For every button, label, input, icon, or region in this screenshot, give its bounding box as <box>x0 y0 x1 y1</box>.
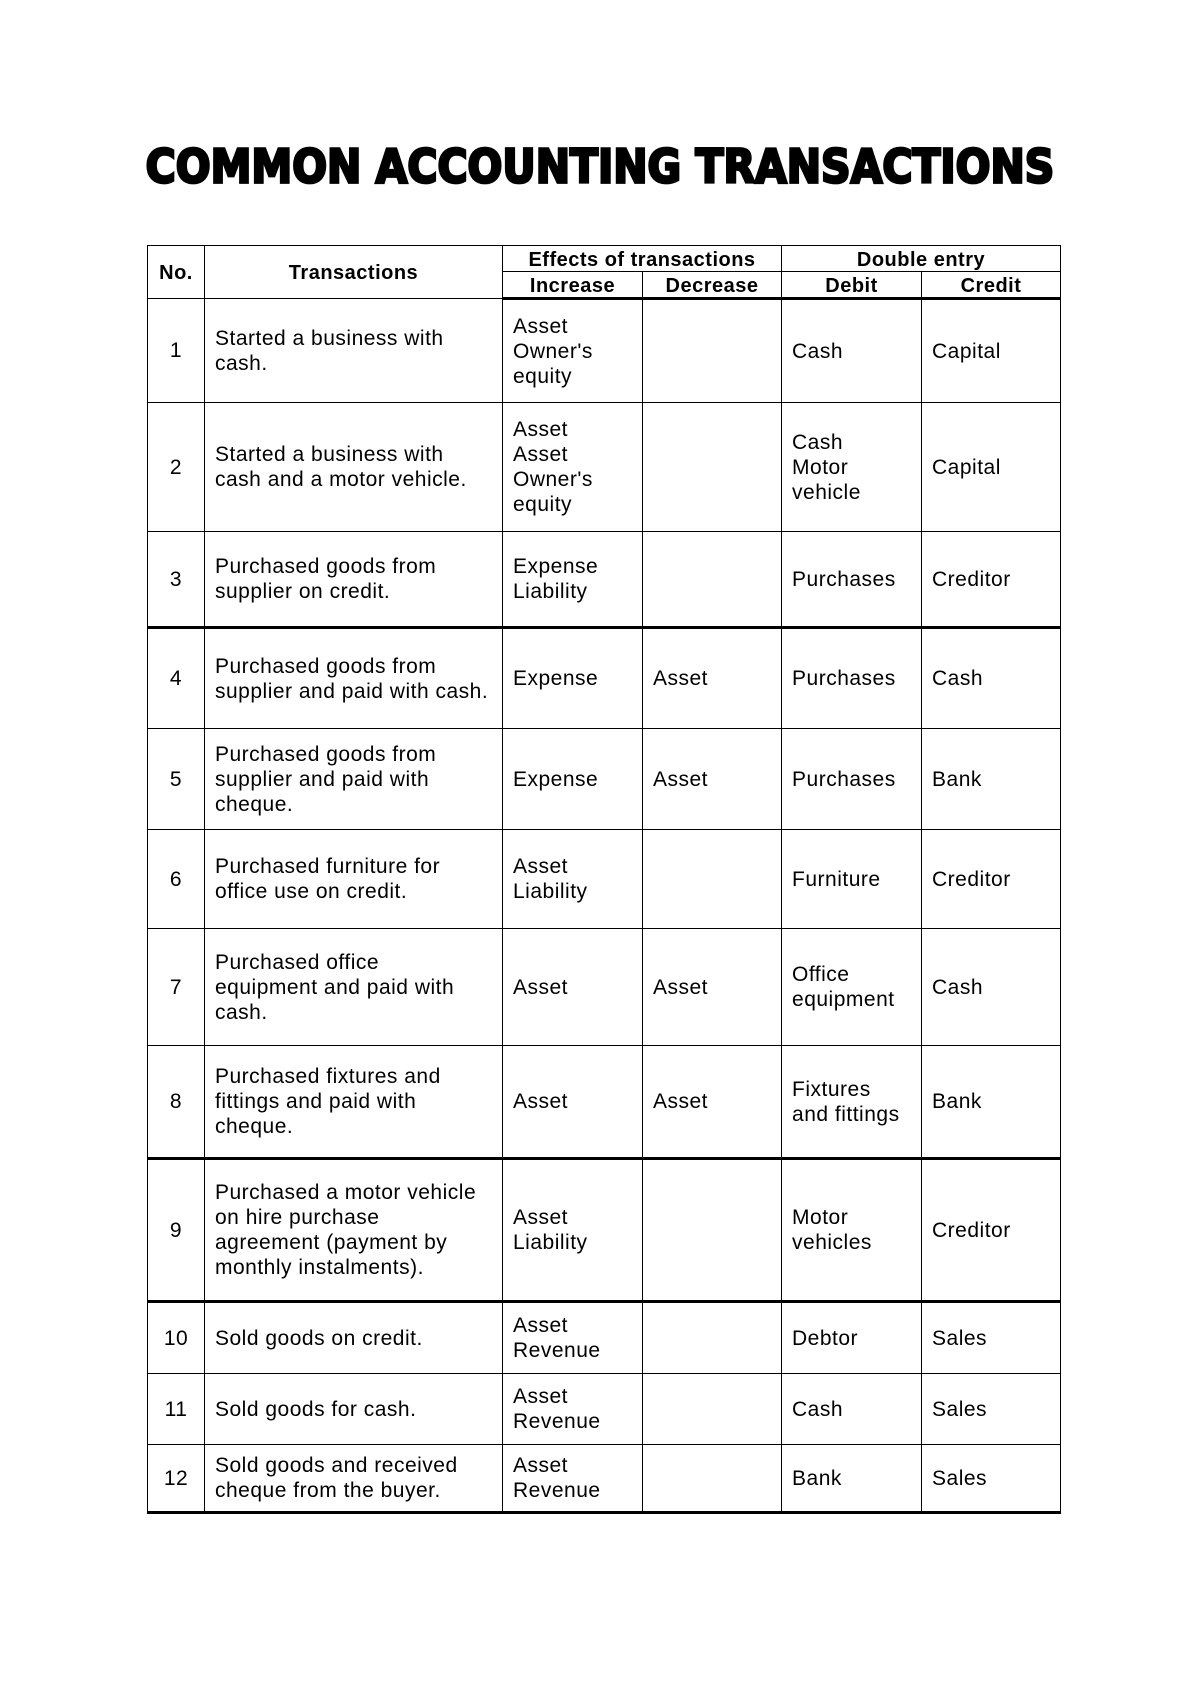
cell-credit <box>922 830 1061 929</box>
header-debit: Debit <box>782 272 922 299</box>
cell-transaction-line: fittings and paid with <box>215 1090 417 1113</box>
cell-credit-line: Capital <box>932 339 1001 363</box>
cell-transaction-line: Purchased office <box>215 950 380 974</box>
cell-credit-line: Sales <box>932 1326 988 1350</box>
cell-credit-line: Creditor <box>932 1218 1011 1242</box>
cell-transaction-line: supplier on credit. <box>215 580 391 603</box>
table-row <box>148 1159 1061 1302</box>
cell-decrease-line: Asset <box>653 667 709 690</box>
cell-credit <box>922 1159 1061 1302</box>
cell-credit-line: Sales <box>932 1466 988 1490</box>
cell-decrease-line: Asset <box>653 1090 709 1113</box>
cell-increase <box>503 1046 643 1159</box>
cell-no: 10 <box>148 1302 205 1374</box>
cell-no: 11 <box>148 1374 205 1445</box>
table-row <box>148 1302 1061 1374</box>
cell-increase-line: Revenue <box>513 1479 601 1502</box>
cell-increase-line: Revenue <box>513 1339 601 1362</box>
table-row <box>148 403 1061 532</box>
cell-no: 5 <box>148 729 205 830</box>
cell-increase <box>503 299 643 403</box>
table-row <box>148 532 1061 628</box>
cell-no: 9 <box>148 1159 205 1302</box>
cell-transaction-line: cheque. <box>215 792 294 816</box>
cell-decrease <box>643 532 782 628</box>
cell-transaction-line: Sold goods for cash. <box>215 1397 417 1421</box>
cell-transaction-line: Sold goods on credit. <box>215 1326 423 1350</box>
table-row <box>148 628 1061 729</box>
cell-increase-line: Liability <box>513 1231 588 1254</box>
cell-debit <box>782 1302 922 1374</box>
cell-credit <box>922 729 1061 830</box>
cell-increase-line: Asset <box>513 314 569 338</box>
cell-decrease <box>643 403 782 532</box>
cell-debit-line: Purchases <box>792 667 896 690</box>
cell-credit <box>922 1445 1061 1513</box>
cell-decrease <box>643 1046 782 1159</box>
cell-increase <box>503 532 643 628</box>
cell-credit <box>922 929 1061 1046</box>
table-row <box>148 1374 1061 1445</box>
cell-transaction-line: cash. <box>215 351 268 375</box>
header-increase: Increase <box>503 272 643 299</box>
cell-debit-line: Bank <box>792 1466 842 1490</box>
table-row <box>148 830 1061 929</box>
cell-increase <box>503 1374 643 1445</box>
cell-no: 1 <box>148 299 205 403</box>
cell-transaction-line: supplier and paid with cash. <box>215 679 489 703</box>
table-row <box>148 729 1061 830</box>
transactions-table <box>147 245 1061 1514</box>
cell-transaction-line: office use on credit. <box>215 880 408 903</box>
page-title: COMMON ACCOUNTING TRANSACTIONS <box>145 140 1055 194</box>
cell-no: 2 <box>148 403 205 532</box>
cell-debit-line: Purchases <box>792 567 896 591</box>
cell-increase-line: Asset <box>513 1090 569 1113</box>
cell-debit-line: Purchases <box>792 767 896 791</box>
cell-transaction-line: Started a business with <box>215 326 444 350</box>
cell-credit-line: Bank <box>932 1090 982 1113</box>
cell-transaction-line: on hire purchase <box>215 1206 380 1229</box>
cell-debit <box>782 1445 922 1513</box>
header-credit: Credit <box>922 272 1061 299</box>
cell-transaction <box>205 299 503 403</box>
cell-transaction-line: Purchased goods from <box>215 654 437 678</box>
cell-transaction <box>205 1159 503 1302</box>
cell-credit-line: Sales <box>932 1397 988 1421</box>
cell-increase <box>503 929 643 1046</box>
cell-credit-line: Cash <box>932 975 984 999</box>
cell-increase <box>503 1445 643 1513</box>
cell-increase-line: Revenue <box>513 1410 601 1433</box>
cell-transaction-line: supplier and paid with <box>215 767 430 791</box>
cell-increase <box>503 830 643 929</box>
cell-increase-line: equity <box>513 364 573 388</box>
header-decrease: Decrease <box>643 272 782 299</box>
cell-debit <box>782 1374 922 1445</box>
cell-no: 4 <box>148 628 205 729</box>
cell-debit <box>782 628 922 729</box>
cell-credit-line: Creditor <box>932 867 1011 891</box>
cell-transaction-line: Purchased fixtures and <box>215 1065 441 1088</box>
cell-debit <box>782 729 922 830</box>
cell-debit-line: Debtor <box>792 1326 859 1350</box>
cell-transaction <box>205 1374 503 1445</box>
cell-transaction-line: agreement (payment by <box>215 1231 448 1254</box>
cell-increase-line: Owner's <box>513 339 593 363</box>
cell-increase <box>503 1159 643 1302</box>
cell-increase <box>503 403 643 532</box>
table-body <box>148 299 1061 1513</box>
cell-debit-line: Motor <box>792 455 849 479</box>
cell-credit <box>922 403 1061 532</box>
cell-credit <box>922 628 1061 729</box>
cell-decrease <box>643 729 782 830</box>
cell-credit <box>922 299 1061 403</box>
header-effects-of-transactions: Effects of transactions <box>503 246 782 272</box>
cell-transaction-line: cheque. <box>215 1115 294 1138</box>
cell-credit-line: Cash <box>932 667 984 690</box>
cell-increase <box>503 1302 643 1374</box>
cell-decrease <box>643 1445 782 1513</box>
cell-no: 3 <box>148 532 205 628</box>
table-row <box>148 299 1061 403</box>
cell-increase-line: equity <box>513 493 573 516</box>
table-row <box>148 1046 1061 1159</box>
cell-transaction-line: cheque from the buyer. <box>215 1479 441 1502</box>
cell-increase-line: Asset <box>513 1206 569 1229</box>
cell-credit-line: Creditor <box>932 567 1011 591</box>
cell-increase-line: Owner's <box>513 468 593 491</box>
cell-decrease <box>643 628 782 729</box>
header-double-entry: Double entry <box>782 246 1061 272</box>
cell-decrease-line: Asset <box>653 975 709 999</box>
cell-decrease <box>643 1374 782 1445</box>
cell-increase <box>503 628 643 729</box>
cell-no: 8 <box>148 1046 205 1159</box>
cell-debit <box>782 403 922 532</box>
cell-transaction <box>205 830 503 929</box>
cell-transaction-line: Sold goods and received <box>215 1454 458 1477</box>
cell-transaction-line: monthly instalments). <box>215 1256 424 1279</box>
header-no: No. <box>148 246 205 299</box>
cell-debit-line: Office <box>792 963 850 986</box>
cell-no: 7 <box>148 929 205 1046</box>
cell-debit-line: Cash <box>792 339 844 363</box>
cell-debit <box>782 532 922 628</box>
cell-debit <box>782 830 922 929</box>
cell-debit-line: Fixtures <box>792 1077 871 1101</box>
cell-debit-line: Cash <box>792 1397 844 1421</box>
cell-transaction <box>205 929 503 1046</box>
cell-transaction <box>205 628 503 729</box>
cell-decrease <box>643 929 782 1046</box>
cell-increase-line: Liability <box>513 880 588 903</box>
cell-transaction <box>205 1445 503 1513</box>
cell-decrease <box>643 830 782 929</box>
cell-transaction-line: cash and a motor vehicle. <box>215 468 467 491</box>
cell-transaction-line: equipment and paid with <box>215 975 455 999</box>
cell-transaction-line: Purchased goods from <box>215 742 437 766</box>
cell-credit <box>922 1046 1061 1159</box>
cell-debit-line: and fittings <box>792 1102 900 1126</box>
cell-transaction-line: Purchased a motor vehicle <box>215 1181 477 1204</box>
cell-increase-line: Asset <box>513 855 569 878</box>
header-transactions: Transactions <box>205 246 503 299</box>
cell-transaction <box>205 1302 503 1374</box>
cell-transaction <box>205 729 503 830</box>
cell-increase-line: Expense <box>513 667 599 690</box>
cell-debit-line: Furniture <box>792 867 881 891</box>
cell-debit-line: Cash <box>792 430 844 454</box>
cell-increase-line: Expense <box>513 767 599 791</box>
table-header <box>148 246 1061 299</box>
cell-no: 6 <box>148 830 205 929</box>
cell-transaction-line: cash. <box>215 1000 268 1024</box>
cell-transaction <box>205 403 503 532</box>
cell-decrease <box>643 1302 782 1374</box>
cell-increase-line: Expense <box>513 555 599 578</box>
cell-increase-line: Liability <box>513 580 588 603</box>
cell-transaction <box>205 1046 503 1159</box>
cell-increase <box>503 729 643 830</box>
cell-increase-line: Asset <box>513 418 569 441</box>
cell-debit <box>782 299 922 403</box>
table-row <box>148 929 1061 1046</box>
cell-debit <box>782 1159 922 1302</box>
cell-debit-line: Motor <box>792 1206 849 1229</box>
cell-transaction-line: Started a business with <box>215 443 444 466</box>
cell-transaction-line: Purchased goods from <box>215 555 437 578</box>
cell-debit <box>782 1046 922 1159</box>
cell-transaction <box>205 532 503 628</box>
cell-increase-line: Asset <box>513 975 569 999</box>
cell-credit <box>922 1374 1061 1445</box>
cell-credit <box>922 532 1061 628</box>
table-row <box>148 1445 1061 1513</box>
cell-credit-line: Capital <box>932 455 1001 479</box>
cell-increase-line: Asset <box>513 1454 569 1477</box>
cell-no: 12 <box>148 1445 205 1513</box>
cell-credit-line: Bank <box>932 767 982 791</box>
cell-debit-line: equipment <box>792 988 895 1011</box>
cell-decrease <box>643 1159 782 1302</box>
cell-transaction-line: Purchased furniture for <box>215 855 441 878</box>
cell-debit <box>782 929 922 1046</box>
cell-increase-line: Asset <box>513 443 569 466</box>
cell-debit-line: vehicle <box>792 480 861 504</box>
cell-decrease <box>643 299 782 403</box>
cell-increase-line: Asset <box>513 1385 569 1408</box>
cell-debit-line: vehicles <box>792 1231 872 1254</box>
cell-credit <box>922 1302 1061 1374</box>
cell-decrease-line: Asset <box>653 767 709 791</box>
cell-increase-line: Asset <box>513 1314 569 1337</box>
